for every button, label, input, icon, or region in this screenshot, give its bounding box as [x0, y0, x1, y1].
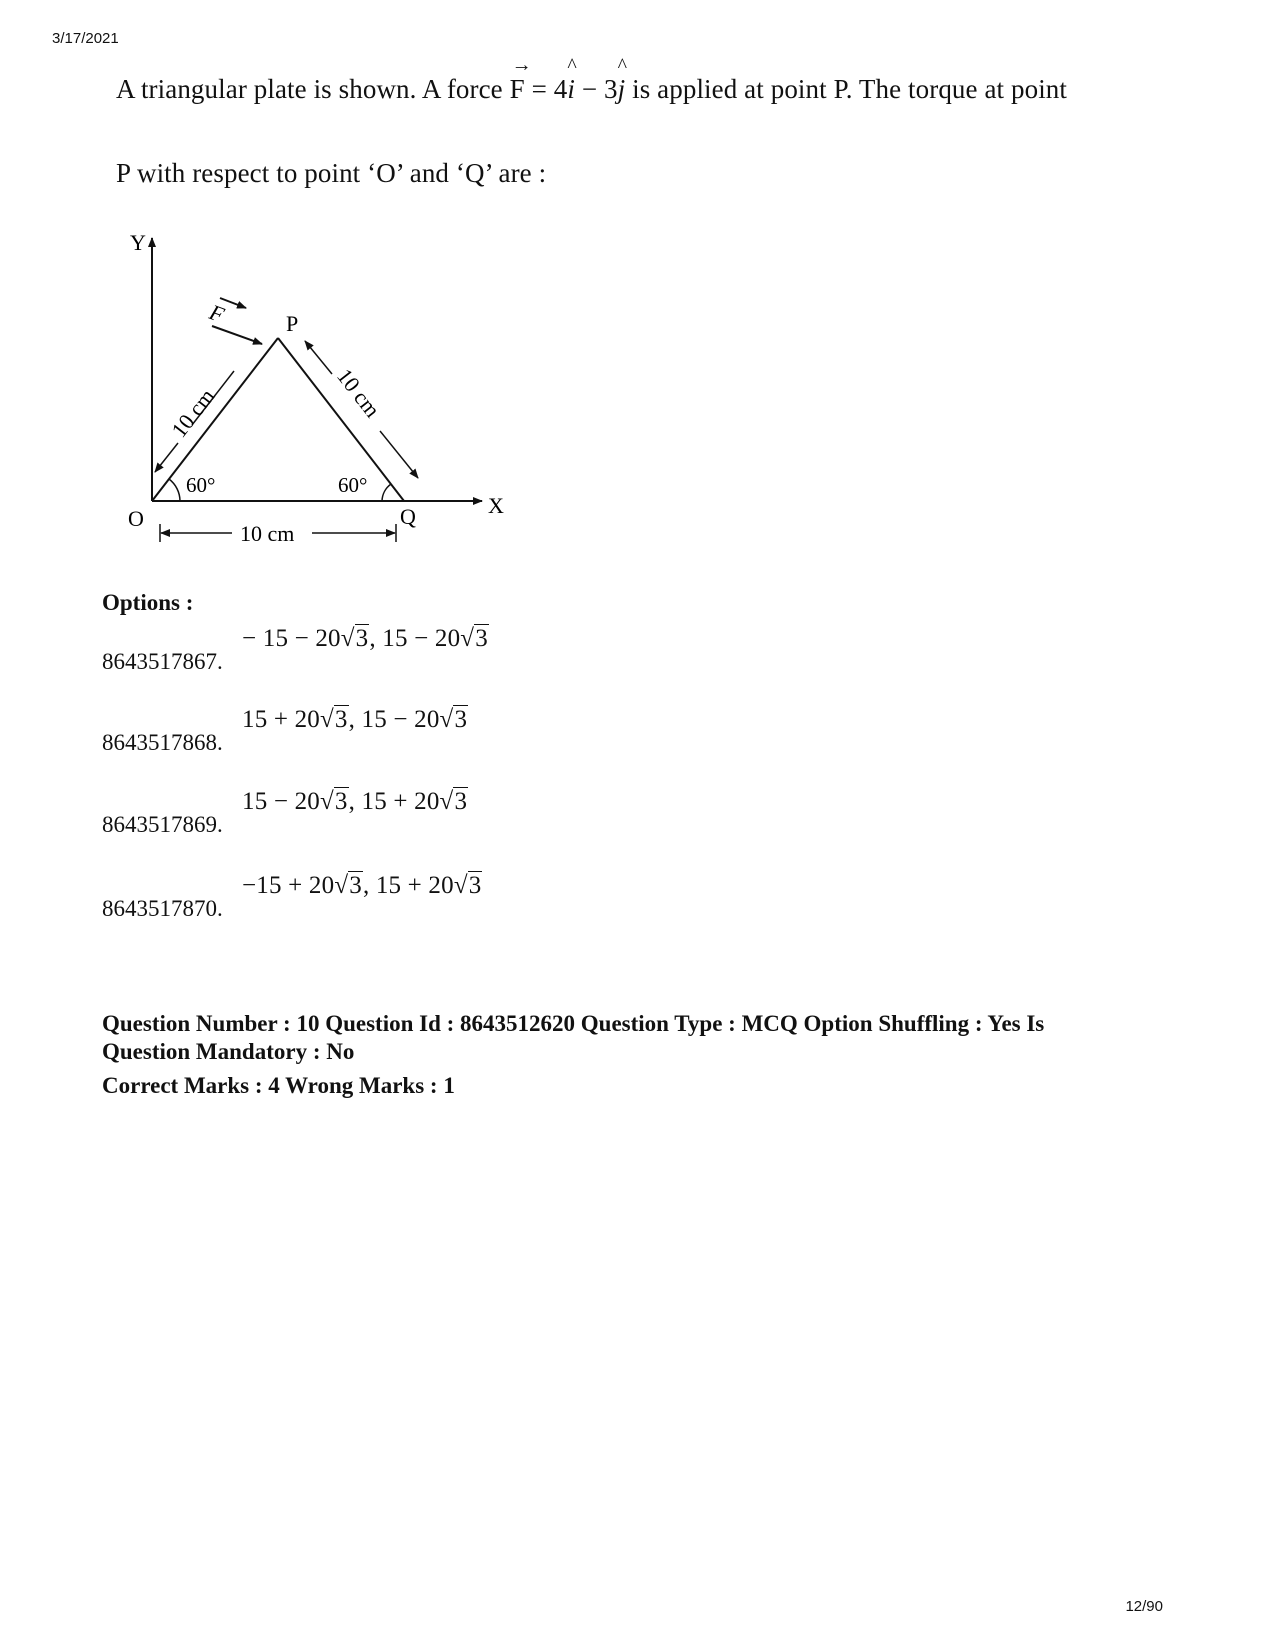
point-p-label: P: [286, 311, 299, 336]
force-arrow: [212, 326, 262, 344]
force-vector-symbol: → F: [510, 74, 525, 105]
op-dimension-arrow-down: [155, 443, 178, 472]
question-text-line-1: [116, 74, 1067, 105]
option-value: − 15 − 20√3, 15 − 20√3: [242, 625, 488, 652]
page-number: 12/90: [1125, 1598, 1163, 1615]
pq-dimension-arrow-up: [305, 341, 332, 374]
question-meta-line-2: Question Mandatory : No: [102, 1039, 355, 1064]
question-meta-line-1: Question Number : 10 Question Id : 8643512620 Question Type : MCQ Option Shuffling : Yes Is: [102, 1011, 1045, 1036]
op-length-label: 10 cm: [166, 383, 220, 443]
option-id: 8643517870.: [102, 896, 223, 921]
x-axis-label: X: [488, 493, 504, 518]
option-value: 15 + 20√3, 15 − 20√3: [242, 706, 468, 733]
pq-dimension-arrow-down: [380, 431, 418, 478]
force-label: F: [206, 299, 228, 328]
marks-info: Correct Marks : 4 Wrong Marks : 1: [102, 1073, 455, 1098]
angle-o-arc: [169, 479, 180, 501]
y-axis-label: Y: [130, 230, 146, 255]
unit-vector-i: ^ i: [567, 74, 575, 105]
question-text-cont: is applied at point P. The torque at point: [625, 74, 1067, 104]
option-value: −15 + 20√3, 15 + 20√3: [242, 872, 482, 899]
force-minus: − 3: [575, 74, 618, 104]
unit-vector-j: ^ j: [618, 74, 626, 105]
option-id: 8643517867.: [102, 649, 223, 674]
point-o-label: O: [128, 506, 144, 531]
force-equals: = 4: [524, 74, 568, 104]
options-label: Options :: [102, 590, 194, 615]
option-id: 8643517868.: [102, 730, 223, 755]
angle-q-label: 60°: [338, 473, 368, 497]
point-q-label: Q: [400, 504, 416, 529]
angle-q-arc: [382, 484, 391, 501]
oq-length-label: 10 cm: [240, 521, 295, 546]
option-id: 8643517869.: [102, 812, 223, 837]
question-text: A triangular plate is shown. A force: [116, 74, 510, 104]
print-date: 3/17/2021: [52, 30, 119, 47]
triangle-diagram: [120, 226, 520, 556]
pq-length-label: 10 cm: [332, 363, 386, 422]
angle-o-label: 60°: [186, 473, 216, 497]
option-value: 15 − 20√3, 15 + 20√3: [242, 788, 468, 815]
question-text-line-2: P with respect to point ‘O’ and ‘Q’ are :: [116, 158, 547, 188]
